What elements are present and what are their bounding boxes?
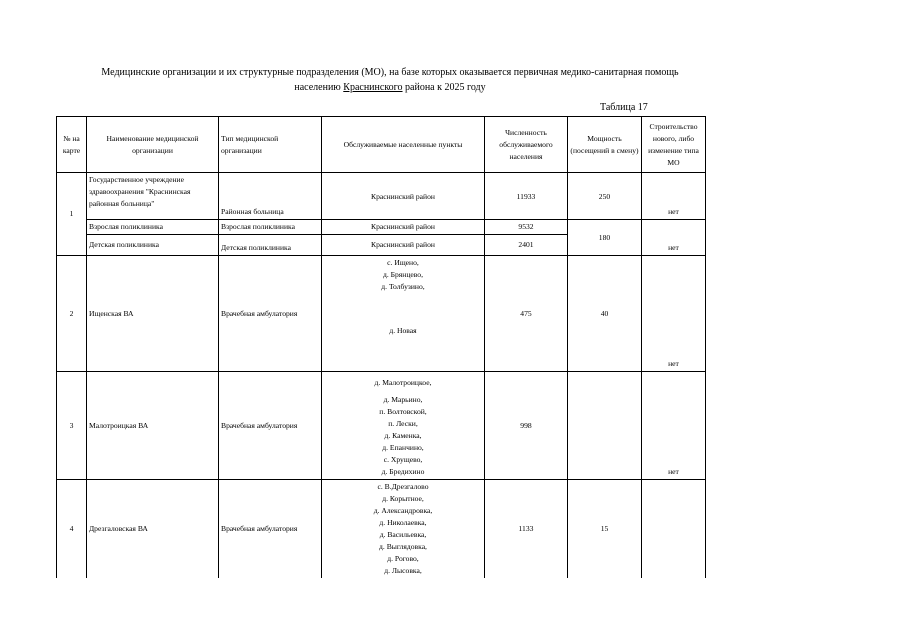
row1a-name: Взрослая поликлиника bbox=[87, 220, 219, 235]
row1b-name: Детская поликлиника bbox=[87, 235, 219, 256]
row1b-points: Краснинский район bbox=[322, 235, 485, 256]
row1-shared-capacity: 180 bbox=[568, 220, 642, 256]
subtitle-prefix: населению bbox=[294, 82, 344, 93]
header-construction: Строительство нового, либо изменение типа МО bbox=[642, 117, 706, 173]
settlement-item: д. Бредихино bbox=[381, 467, 425, 476]
row1-name: Государственное учреждение здравоохранения "Краснинская районная больница" bbox=[87, 173, 219, 220]
row1b-construction: нет bbox=[642, 220, 706, 256]
row3-name: Малотроицкая ВА bbox=[87, 372, 219, 480]
row4-points bbox=[322, 480, 485, 579]
settlement-item: д. Епанчино, bbox=[382, 443, 424, 452]
row1-type: Районная больница bbox=[219, 173, 322, 220]
settlement-item: с. Ищено, bbox=[387, 258, 419, 267]
header-name: Наименование медицинской организации bbox=[87, 117, 219, 173]
settlement-item: д. Малотроицкое, bbox=[374, 378, 432, 387]
settlement-item: д. Корытное, bbox=[382, 494, 424, 503]
row2-num: 2 bbox=[57, 256, 87, 372]
row4-type: Врачебная амбулатория bbox=[219, 480, 322, 579]
settlement-item: д. Васильевка, bbox=[379, 530, 427, 539]
table-row bbox=[57, 220, 706, 235]
row3-points bbox=[322, 372, 485, 480]
settlement-item: д. Выглядовка, bbox=[379, 542, 427, 551]
subtitle-suffix: района к 2025 году bbox=[402, 82, 486, 93]
header-population: Численность обслуживаемого населения bbox=[485, 117, 568, 173]
header-points: Обслуживаемые населенные пункты bbox=[322, 117, 485, 173]
row2-type: Врачебная амбулатория bbox=[219, 256, 322, 372]
settlement-item: с. В.Дрезгалово bbox=[377, 482, 429, 491]
row1-capacity: 250 bbox=[568, 173, 642, 220]
settlement-item: д. Новая bbox=[389, 326, 417, 335]
document-title: Медицинские организации и их структурные подразделения (МО), на базе которых оказывается первичная медико-санитарная помощь bbox=[101, 67, 679, 78]
row3-capacity bbox=[568, 372, 642, 480]
settlement-item: д. Марьино, bbox=[383, 395, 423, 404]
settlement-item: п. Волтовской, bbox=[379, 407, 427, 416]
table-number: Таблица 17 bbox=[600, 102, 648, 113]
row1a-points: Краснинский район bbox=[322, 220, 485, 235]
row4-construction bbox=[642, 480, 706, 579]
settlement-item: д. Николаевка, bbox=[379, 518, 427, 527]
row4-population: 1133 bbox=[485, 480, 568, 579]
table-row bbox=[57, 372, 706, 480]
row1b-population: 2401 bbox=[485, 235, 568, 256]
row1a-population: 9532 bbox=[485, 220, 568, 235]
row3-construction: нет bbox=[642, 372, 706, 480]
row2-name: Ищенская ВА bbox=[87, 256, 219, 372]
header-type: Тип медицинской организации bbox=[219, 117, 322, 173]
row1-num: 1 bbox=[57, 173, 87, 256]
subtitle-region: Краснинского bbox=[343, 82, 403, 93]
row3-num: 3 bbox=[57, 372, 87, 480]
header-num: № на карте bbox=[57, 117, 87, 173]
table-header-row bbox=[57, 117, 706, 173]
row2-points bbox=[322, 256, 485, 372]
row4-capacity: 15 bbox=[568, 480, 642, 579]
settlement-item: с. Хрущево, bbox=[383, 455, 423, 464]
row4-name: Дрезгаловская ВА bbox=[87, 480, 219, 579]
settlement-item: п. Лески, bbox=[388, 419, 418, 428]
row4-num: 4 bbox=[57, 480, 87, 579]
row2-capacity: 40 bbox=[568, 256, 642, 372]
table-row bbox=[57, 173, 706, 220]
row1-points: Краснинский район bbox=[322, 173, 485, 220]
settlement-item: д. Александровка, bbox=[373, 506, 433, 515]
document-subtitle bbox=[0, 82, 780, 93]
row1-population: 11933 bbox=[485, 173, 568, 220]
row3-population: 998 bbox=[485, 372, 568, 480]
row1-construction: нет bbox=[642, 173, 706, 220]
table-row bbox=[57, 480, 706, 579]
header-capacity: Мощность (посещений в смену) bbox=[568, 117, 642, 173]
row1b-type: Детская поликлиника bbox=[219, 235, 322, 256]
settlement-item: д. Каменка, bbox=[384, 431, 422, 440]
settlement-item: д. Лысовка, bbox=[384, 566, 422, 575]
row2-population: 475 bbox=[485, 256, 568, 372]
settlement-item: д. Толбузино, bbox=[381, 282, 425, 291]
row3-type: Врачебная амбулатория bbox=[219, 372, 322, 480]
settlement-item: д. Рогово, bbox=[387, 554, 419, 563]
row2-construction: нет bbox=[642, 256, 706, 372]
settlement-item: д. Брянцево, bbox=[382, 270, 424, 279]
row1a-type: Взрослая поликлиника bbox=[219, 220, 322, 235]
table-row bbox=[57, 256, 706, 372]
organizations-table bbox=[56, 116, 706, 578]
